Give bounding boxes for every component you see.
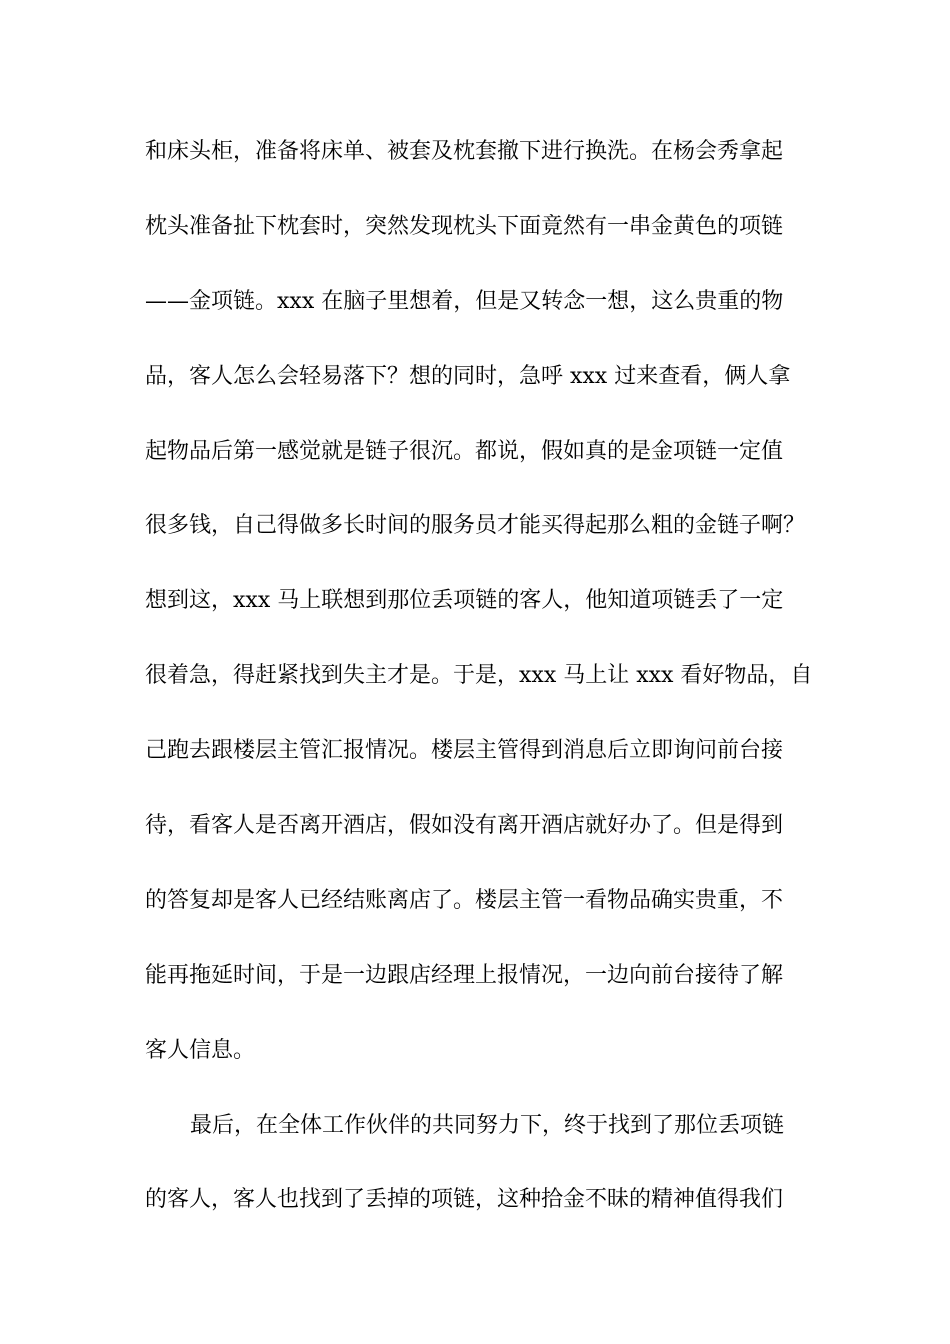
paragraph-start-line: 最后，在全体工作伙伴的共同努力下，终于找到了那位丢项链 (190, 1112, 785, 1138)
body-text (145, 129, 825, 1252)
text-line: 枕头准备扯下枕套时，突然发现枕头下面竟然有一串金黄色的项链 (145, 213, 784, 239)
text-line: 能再拖延时间，于是一边跟店经理上报情况，一边向前台接待了解 (145, 962, 784, 988)
text-line: 待，看客人是否离开酒店，假如没有离开酒店就好办了。但是得到 (145, 813, 784, 839)
text-line: 己跑去跟楼层主管汇报情况。楼层主管得到消息后立即询问前台接 (145, 738, 784, 764)
text-line: 想到这，xxx 马上联想到那位丢项链的客人，他知道项链丢了一定 (145, 588, 784, 614)
text-line: 客人信息。 (145, 1037, 256, 1063)
text-line: 和床头柜，准备将床单、被套及枕套撤下进行换洗。在杨会秀拿起 (145, 139, 784, 164)
text-line: 的答复却是客人已经结账离店了。楼层主管一看物品确实贵重，不 (145, 887, 784, 913)
text-line: 起物品后第一感觉就是链子很沉。都说，假如真的是金项链一定值 (145, 438, 784, 464)
text-line: 品，客人怎么会轻易落下？想的同时，急呼 xxx 过来查看，俩人拿 (145, 363, 791, 389)
text-line: 很着急，得赶紧找到失主才是。于是，xxx 马上让 xxx 看好物品，自 (145, 663, 813, 689)
text-line: 的客人，客人也找到了丢掉的项链，这种拾金不昧的精神值得我们 (145, 1187, 784, 1213)
text-line: ——金项链。xxx 在脑子里想着，但是又转念一想，这么贵重的物 (145, 288, 784, 314)
text-line: 很多钱，自己得做多长时间的服务员才能买得起那么粗的金链子啊？ (145, 513, 806, 539)
